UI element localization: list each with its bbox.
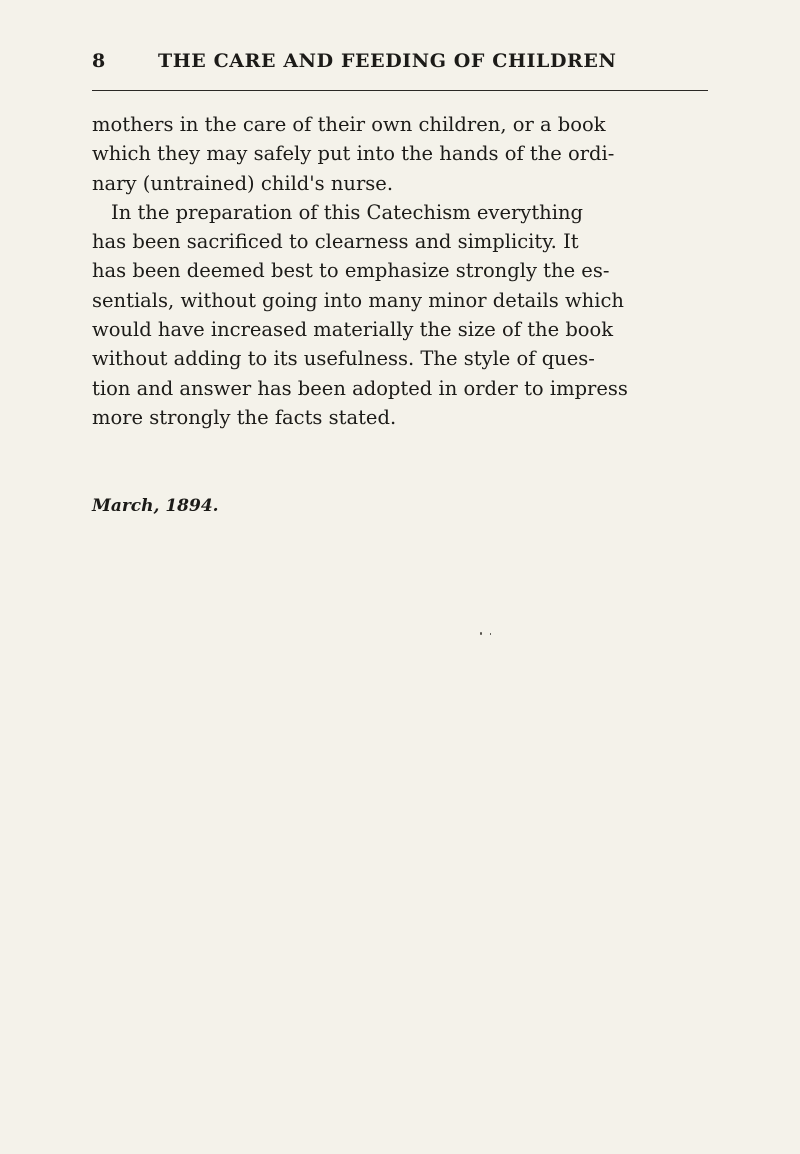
running-title: THE CARE AND FEEDING OF CHILDREN	[158, 50, 617, 72]
body-text	[92, 110, 712, 432]
running-head	[92, 46, 712, 76]
date-signature: March, 1894.	[92, 496, 219, 516]
text-line: mothers in the care of their own children, or a book	[92, 113, 606, 136]
text-line: nary (untrained) child's nurse.	[92, 171, 394, 195]
text-line: tion and answer has been adopted in order to impress	[92, 376, 628, 400]
page-number: 8	[92, 50, 106, 72]
text-line: has been sacrificed to clearness and simplicity. It	[92, 230, 579, 254]
text-line: would have increased materially the size of the book	[92, 318, 614, 342]
text-line: sentials, without going into many minor details which	[92, 288, 624, 312]
text-line: which they may safely put into the hands of the ordi-	[92, 142, 615, 166]
text-line: without adding to its usefulness. The style of ques-	[92, 347, 595, 371]
paragraph-start-line: In the preparation of this Catechism everything	[111, 200, 583, 224]
header-rule	[92, 90, 708, 91]
text-line: has been deemed best to emphasize strongly the es-	[92, 259, 610, 283]
paper-speck	[490, 633, 491, 635]
text-line: more strongly the facts stated.	[92, 405, 397, 429]
paper-speck	[480, 632, 482, 635]
